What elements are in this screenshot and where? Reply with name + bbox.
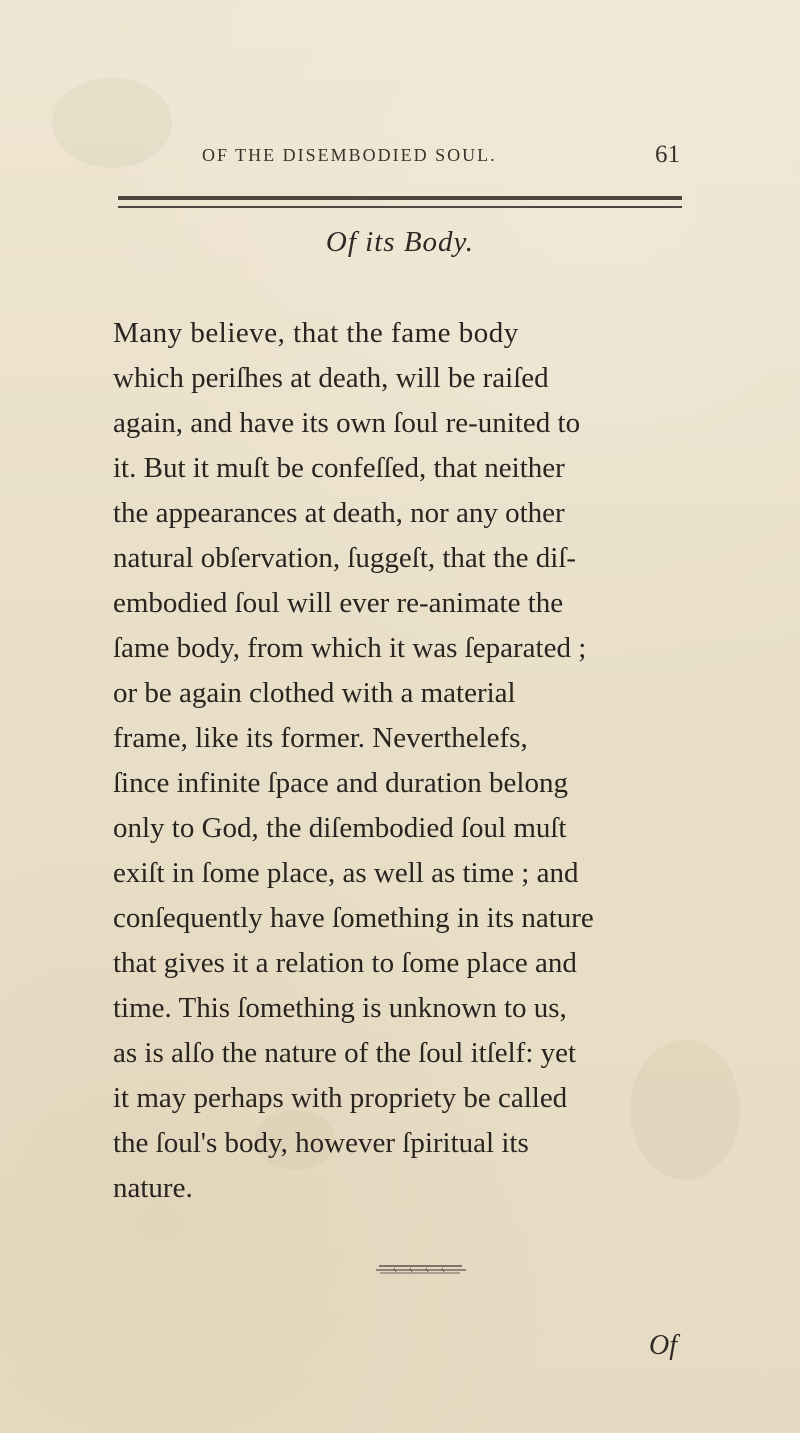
body-line: frame, like its former. Neverthelefs, (113, 722, 528, 754)
paper-stain (630, 1040, 740, 1180)
header-rule-thin (118, 206, 682, 208)
body-line: Many believe, that the fame body (113, 317, 519, 349)
section-heading: Of its Body. (325, 226, 475, 258)
catchword: Of (649, 1330, 677, 1361)
body-line: the ſoul's body, however ſpiritual its (113, 1127, 529, 1159)
body-line: time. This ſomething is unknown to us, (113, 992, 567, 1024)
body-line: only to God, the diſembodied ſoul muſt (113, 812, 567, 844)
header-rule-thick (118, 196, 682, 200)
body-line: which periſhes at death, will be raiſed (113, 362, 549, 394)
running-head (202, 141, 680, 174)
ornament-rule-icon (376, 1262, 466, 1276)
body-line: conſequently have ſomething in its nature (113, 902, 594, 934)
body-line: natural obſervation, ſuggeſt, that the diſ- (113, 542, 577, 574)
body-line: it. But it muſt be confeſſed, that neither (113, 452, 565, 484)
body-line: as is alſo the nature of the ſoul itſelf: yet (113, 1037, 577, 1069)
page-number: 61 (655, 141, 680, 168)
body-line: ſince infinite ſpace and duration belong (113, 767, 568, 799)
body-line: exiſt in ſome place, as well as time ; and (113, 857, 579, 889)
body-line: it may perhaps with propriety be called (113, 1082, 568, 1114)
body-line: ſame body, from which it was ſeparated ; (113, 632, 587, 664)
body-line: that gives it a relation to ſome place and (113, 947, 577, 979)
body-line: embodied ſoul will ever re-animate the (113, 587, 564, 619)
body-line: again, and have its own ſoul re-united to (113, 407, 581, 439)
body-line: nature. (113, 1172, 193, 1204)
body-line: the appearances at death, nor any other (113, 497, 565, 529)
running-head-title: OF THE DISEMBODIED SOUL. (202, 145, 497, 165)
body-line: or be again clothed with a material (113, 677, 516, 709)
paper-stain (52, 78, 172, 168)
